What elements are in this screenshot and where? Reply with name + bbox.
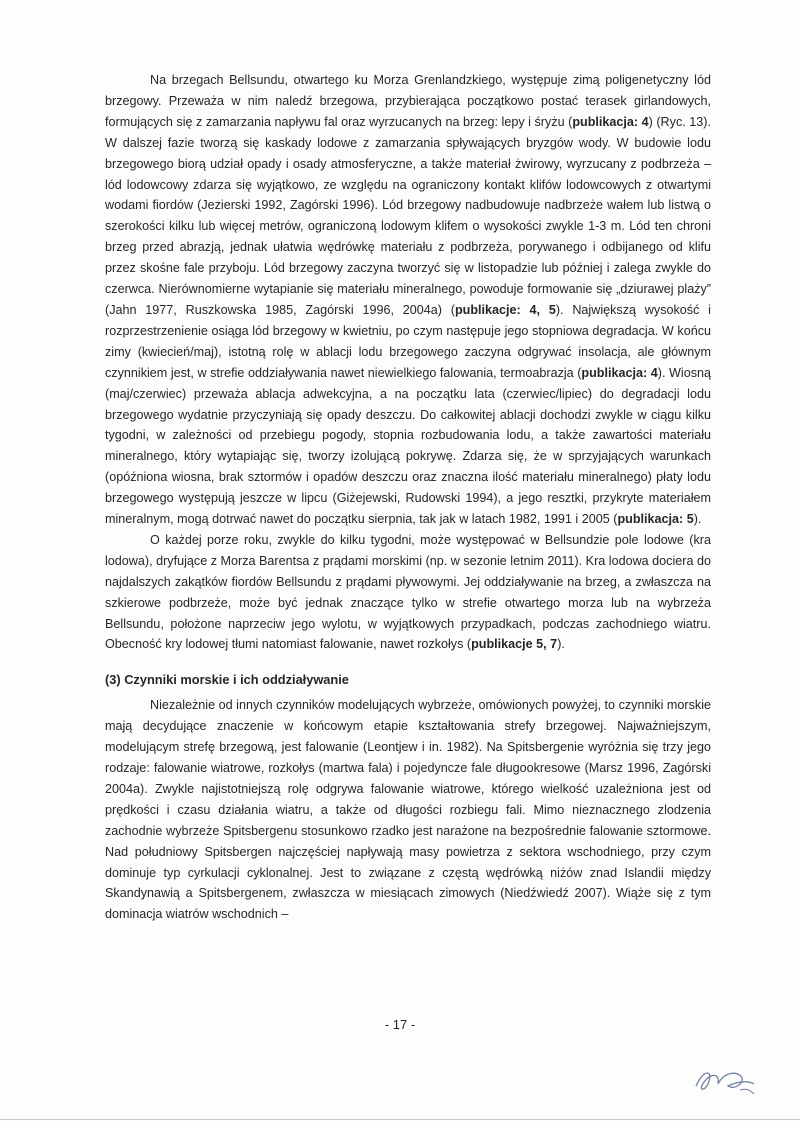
text-run: ). [693, 512, 702, 527]
text-run: ). [557, 637, 565, 652]
text-run: O każdej porze roku, zwykle do kilku tygodni, może występować w Bellsundzie pole lodowe (kra lodowa), dryfujące z Morza Barentsa z prądami morskimi (np. w sezonie letnim 2011). Kra lodowa dociera do najdalszych zakątków fiordów Bellsundu z prądami pływowymi. Jej oddziaływanie na brzeg, a zwłaszcza na szkierowe podbrzeże, może być jednak znaczące tylko w strefie otwartego morza lub na wybrzeża Bellsundu, położone naprzeciw jego wylotu, w wyjątkowych przypadkach, podczas zachodniego wiatru. Obecność kry lodowej tłumi natomiast falowanie, nawet rozkołys ( [105, 532, 711, 652]
paragraph [105, 530, 711, 655]
text-run: ). Największą wysokość i rozprzestrzenienie osiąga lód brzegowy w kwietniu, po czym następuje jego stopniowa degradacja. W końcu zimy (kwiecień/maj), istotną rolę w ablacji lodu brzegowego zaczyna odgrywać insolacja, ale głównym czynnikiem jest, w strefie oddziaływania nawet niewielkiego falowania, termoabrazja ( [105, 302, 711, 380]
bottom-rule [0, 1119, 800, 1120]
document-body [105, 70, 711, 925]
text-run: Niezależnie od innych czynników modelujących wybrzeże, omówionych powyżej, to czynniki morskie mają decydujące znaczenie w końcowym etapie kształtowania strefy brzegowej. Najważniejszym, modelującym strefę brzegową, jest falowanie (Leontjew i in. 1982). Na Spitsbergenie wyróżnia się trzy jego rodzaje: falowanie wiatrowe, rozkołys (martwa fala) i pojedyncze fale długookresowe (Marsz 1996, Zagórski 2004a). Zwykle najistotniejszą rolę odgrywa falowanie wiatrowe, którego wielkość uzależniona jest od prędkości i czasu działania wiatru, a także od długości rozbiegu fali. Mimo nieznacznego zlodzenia zachodnie wybrzeże Spitsbergenu stosunkowo rzadko jest narażone na bezpośrednie falowanie sztormowe. Nad południowy Spitsbergen najczęściej napływają masy powietrza z sektora wschodniego, przy czym dominuje typ cyrkulacji cyklonalnej. Jest to związane z częstą wędrówką niżów znad Islandii między Skandynawią a Spitsbergenem, zwłaszcza w miesiącach zimowych (Niedźwiedź 2007). Wiąże się z tym dominacja wiatrów wschodnich – [105, 698, 711, 922]
citation-publication: publikacja: 4 [581, 365, 658, 380]
text-run: ). Wiosną (maj/czerwiec) przeważa ablacja adwekcyjna, a na początku lata (czerwiec/lipiec) do degradacji lodu brzegowego wydatnie przyczyniają się opady deszczu. Do całkowitej ablacji dochodzi zwykle w ciągu kilku tygodni, w zależności od przebiegu pogody, stopnia rozbudowania lodu, a także zawartości materiału mineralnego, który wytapiając się, tworzy izolującą pokrywę. Zdarza się, że w sprzyjających warunkach (opóźniona wiosna, brak sztormów i opadów deszczu oraz znaczna ilość materiału mineralnego) płaty lodu brzegowego występują jeszcze w lipcu (Giżejewski, Rudowski 1994), a jego resztki, przykryte materiałem mineralnym, mogą dotrwać nawet do początku sierpnia, tak jak w latach 1982, 1991 i 2005 ( [105, 365, 711, 527]
citation-publication: publikacje 5, 7 [471, 637, 558, 652]
paragraph [105, 695, 711, 925]
section-heading: (3) Czynniki morskie i ich oddziaływanie [105, 672, 349, 688]
page-number: - 17 - [384, 1017, 416, 1032]
paragraph [105, 70, 711, 530]
citation-publication: publikacja: 5 [617, 512, 694, 527]
text-run: Na brzegach Bellsundu, otwartego ku Morza Grenlandzkiego, występuje zimą poligenetyczny lód brzegowy. Przeważa w nim naledź brzegowa, przybierająca początkowo postać terasek girlandowych, formujących się z zamarzania napływu fal oraz wyrzucanych na brzeg: lepy i śryżu ( [105, 73, 711, 129]
text-run: ) (Ryc. 13). W dalszej fazie tworzą się kaskady lodowe z zamarzania spływających bryzgów wody. W budowie lodu brzegowego biorą udział opady i osady atmosferyczne, a także materiał żwirowy, wyrzucany z podbrzeża – lód lodowcowy zdarza się wyjątkowo, ze względu na ograniczony kontakt klifów lodowcowych z otwartymi wodami fiordów (Jezierski 1992, Zagórski 1996). Lód brzegowy nadbudowuje nadbrzeże wałem lub listwą o szerokości kilku lub więcej metrów, ograniczoną lodowym klifem o wysokości zwykle 1-3 m. Lód ten chroni brzeg przed abrazją, jednak ułatwia wędrówkę materiału z podbrzeża, porywanego i odbijanego od klifu przez skośne fale przyboju. Lód brzegowy zaczyna tworzyć się w listopadzie lub później i zalega zwykle do czerwca. Nierównomierne wytapianie się materiału mineralnego, powoduje formowanie się „dziurawej plaży” (Jahn 1977, Ruszkowska 1985, Zagórski 1996, 2004a) ( [105, 114, 711, 317]
citation-publication: publikacja: 4 [572, 114, 649, 129]
signature-icon [690, 1060, 760, 1100]
citation-publication: publikacje: 4, 5 [454, 302, 556, 317]
